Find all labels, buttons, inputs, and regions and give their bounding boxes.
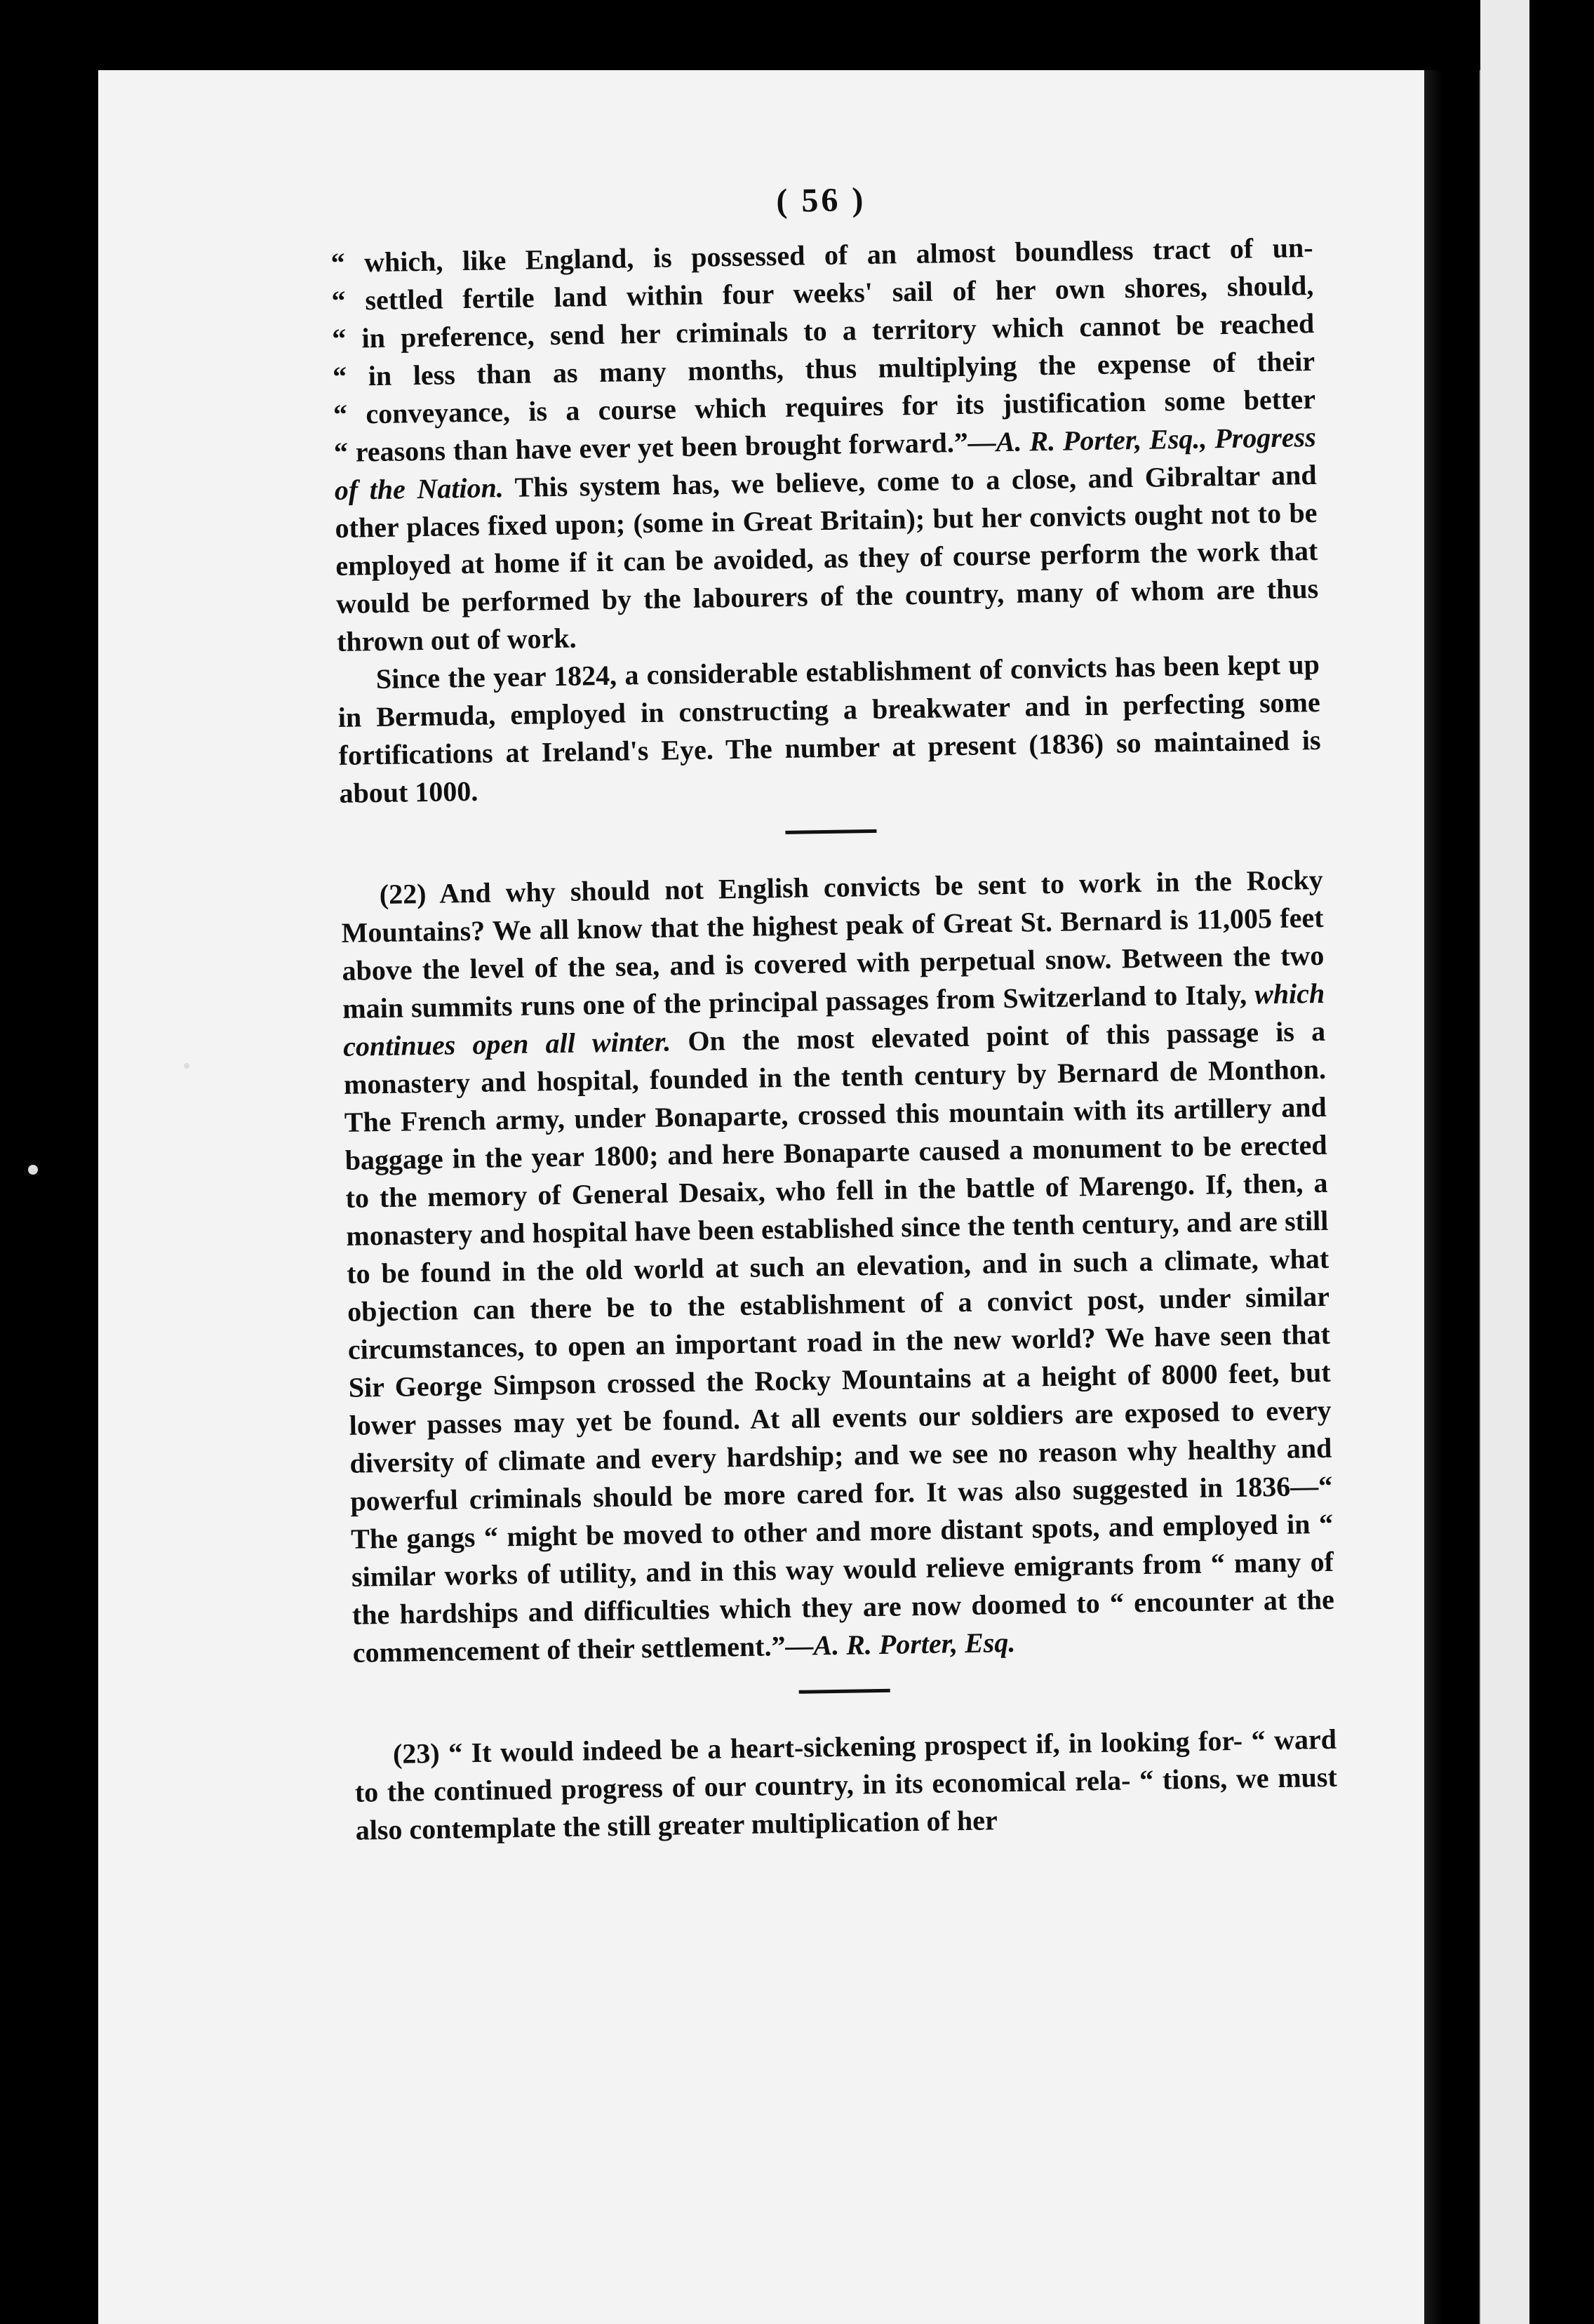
page-text xyxy=(330,174,1338,1850)
scan-speck xyxy=(184,1063,189,1069)
section-23-paragraph: (23) “ It would indeed be a heart-sickening prospect if, in looking for- “ ward to the continued progress of our country, in its economical rela- “ tions, we must also contemplate the still greater multiplication of her xyxy=(354,1723,1338,1846)
section-divider xyxy=(799,1689,890,1694)
continuation-text: This system has, we believe, come to a close, and Gibraltar and other places fixed upon; (some in Great Britain); but her convicts ought not to be employed at home if it can be avoided, as they of course perform the work that would be performed by the labourers of the country, many of whom are thus thrown out of work. xyxy=(335,458,1319,657)
attribution: —A. R. Porter, Esq., xyxy=(967,422,1207,458)
scan-border-right xyxy=(1529,0,1594,2324)
section-22-italic: which continues open all winter. xyxy=(342,977,1325,1062)
quote-line: “ which, like England, is possessed of an almost boundless tract of un- xyxy=(330,231,1313,279)
section-22-text-cont: On the most elevated point of this passage is a monastery and hospital, founded in the tenth century by Bernard de Monthon. The French army, under Bonaparte, crossed this mountain with its artillery and baggage in the year 1800; and here Bonaparte caused a monument to be erected to the memory of General Desaix, who fell in the battle of Marengo. If, then, a monastery and hospital have been established since the tenth century, and are still to be found in the old world at such an elevation, and in such a climate, what objection can there be to the establishment of a convict post, under similar circumstances, to open an important road in the new world? We have seen that Sir George Simpson crossed the Rocky Mountains at a height of 8000 feet, but lower passes may yet be found. At all events our soldiers are exposed to every diversity of climate and every hardship; and we see no reason why healthy and powerful criminals should be more cared for. It was also suggested in 1836—“ The gangs “ might be moved to other and more distant spots, and employed in “ similar works of utility, and in this way would relieve emigrants from “ many of the hardships and difficulties which they are now doomed to “ encounter at the commencement of their settlement.” xyxy=(343,1015,1335,1669)
source-title: Progress of the Nation. xyxy=(334,420,1317,506)
section-22-text: (22) And why should not English convicts be sent to work in the Rocky Mountains? We all know that the highest peak of Great St. Bernard is 11,005 feet above the level of the sea, and is covered with perpetual snow. Between the two main summits runs one of the principal passages from Switzerland to Italy, xyxy=(341,863,1325,1024)
quote-line: “ settled fertile land within four weeks' sail of her own shores, should, xyxy=(331,269,1314,316)
scan-speck xyxy=(28,1165,38,1175)
section-22-paragraph xyxy=(340,861,1335,1672)
section-divider xyxy=(785,829,876,834)
quote-line: “ reasons than have ever yet been brought forward.” xyxy=(333,426,969,468)
quote-line: “ conveyance, is a course which requires for its justification some better xyxy=(333,382,1316,430)
porter-quote xyxy=(330,229,1315,434)
attribution: —A. R. Porter, Esq. xyxy=(785,1626,1016,1662)
quote-closing-paragraph xyxy=(333,418,1319,661)
quote-line: “ in less than as many months, thus multiplying the expense of their xyxy=(332,345,1315,392)
bermuda-paragraph: Since the year 1824, a considerable establishment of convicts has been kept up in Bermuda, employed in constructing a breakwater and in perfecting some fortifications at Ireland's Eye. The number at present (1836) so maintained is about 1000. xyxy=(337,648,1321,809)
quote-line: “ in preference, send her criminals to a territory which cannot be reached xyxy=(331,307,1315,354)
page-number: ( 56 ) xyxy=(775,180,866,220)
